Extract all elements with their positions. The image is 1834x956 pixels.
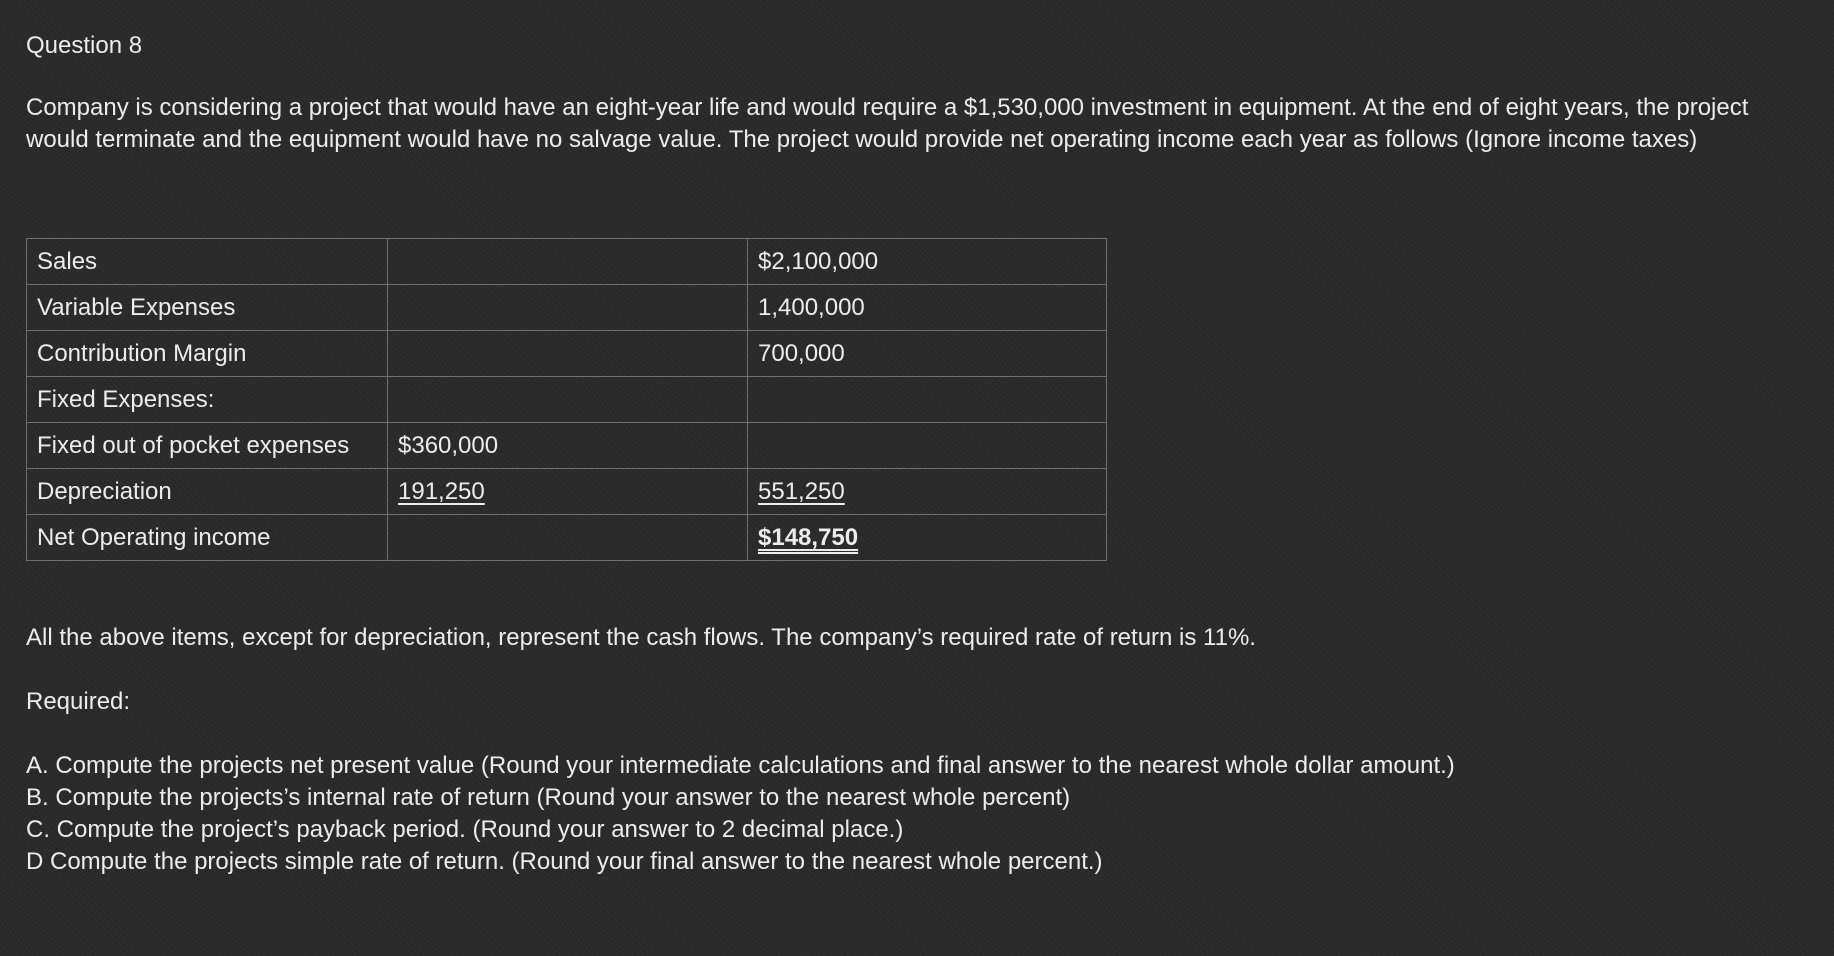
- table-row-out-of-pocket: [27, 423, 1107, 469]
- row-mid-cell: [388, 469, 748, 515]
- row-right-value: $2,100,000: [748, 239, 1107, 285]
- table-row-variable-expenses: [27, 285, 1107, 331]
- row-mid-value: [388, 285, 748, 331]
- row-right-value: $148,750: [758, 523, 859, 551]
- row-label: Contribution Margin: [27, 331, 388, 377]
- row-label: Fixed Expenses:: [27, 377, 388, 423]
- cash-flow-note: All the above items, except for depreciation, represent the cash flows. The company’s required rate of return is 11%.: [26, 624, 1256, 651]
- row-right-value: [748, 423, 1107, 469]
- requirement-item-c: C. Compute the project’s payback period. (Round your answer to 2 decimal place.): [26, 816, 904, 843]
- row-mid-value: [388, 239, 748, 285]
- row-label: Variable Expenses: [27, 285, 388, 331]
- required-label: Required:: [26, 688, 131, 715]
- requirement-item-d: D Compute the projects simple rate of return. (Round your final answer to the nearest whole percent.): [26, 848, 1103, 875]
- row-right-value: 551,250: [758, 477, 845, 505]
- row-right-value: 1,400,000: [748, 285, 1107, 331]
- row-mid-value: $360,000: [388, 423, 748, 469]
- table-row-sales: [27, 239, 1107, 285]
- row-label: Depreciation: [27, 469, 388, 515]
- income-statement-table: [26, 238, 1107, 561]
- table-row-fixed-expenses: [27, 377, 1107, 423]
- row-label: Fixed out of pocket expenses: [27, 423, 388, 469]
- row-mid-value: [388, 331, 748, 377]
- row-mid-value: [388, 377, 748, 423]
- requirement-item-a: A. Compute the projects net present value (Round your intermediate calculations and final answer to the nearest whole dollar amount.): [26, 752, 1455, 779]
- requirements-list: [26, 750, 1455, 878]
- question-intro: Company is considering a project that would have an eight-year life and would require a $1,530,000 investment in equipment. At the end of eight years, the project would terminate and the equipment would have no salvage value. The project would provide net operating income each year as follows (Ignore income taxes): [26, 94, 1749, 153]
- row-mid-value: 191,250: [398, 477, 485, 505]
- table-row-net-operating-income: [27, 515, 1107, 561]
- row-right-cell: [748, 469, 1107, 515]
- requirement-item-b: B. Compute the projects’s internal rate of return (Round your answer to the nearest whole percent): [26, 784, 1071, 811]
- table-row-contribution-margin: [27, 331, 1107, 377]
- row-right-cell: [748, 515, 1107, 561]
- row-right-value: [748, 377, 1107, 423]
- row-mid-value: [388, 515, 748, 561]
- row-label: Net Operating income: [27, 515, 388, 561]
- row-right-value: 700,000: [748, 331, 1107, 377]
- question-title: Question 8: [26, 32, 143, 59]
- row-label: Sales: [27, 239, 388, 285]
- table-row-depreciation: [27, 469, 1107, 515]
